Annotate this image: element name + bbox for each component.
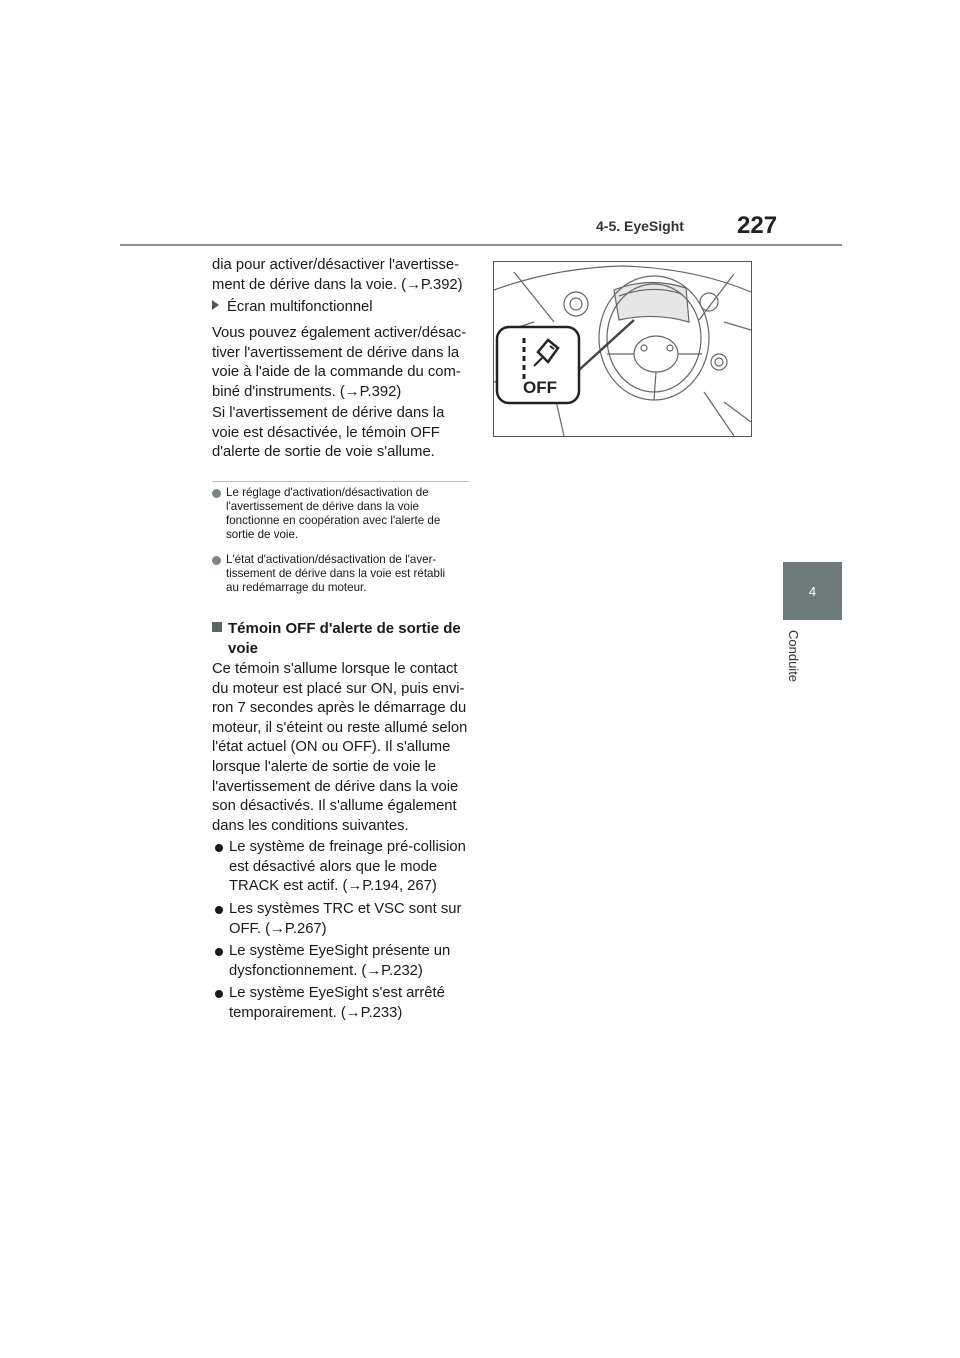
note-line: au redémarrage du moteur.: [226, 581, 367, 594]
list-item: [212, 838, 470, 897]
paragraph-line: voie est désactivée, le témoin OFF: [212, 424, 440, 441]
note-line: fonctionne en coopération avec l'alerte de: [226, 514, 441, 527]
bullet-icon: [215, 906, 223, 914]
list-item-line: Le système EyeSight présente un: [229, 943, 451, 959]
paragraph-4: [212, 660, 470, 836]
note-line: L'état d'activation/désactivation de l'aver-: [226, 553, 437, 566]
note-bullet-icon: [212, 489, 221, 498]
chapter-label: [783, 630, 807, 720]
list-item: [212, 942, 470, 981]
paragraph-line: Si l'avertissement de dérive dans la: [212, 405, 445, 421]
note-bullet-icon: [212, 556, 221, 565]
list-item: [212, 984, 470, 1023]
paragraph-line: l'état actuel (ON ou OFF). Il s'allume: [212, 739, 451, 756]
paragraph-line: lorsque l'alerte de sortie de voie le: [212, 758, 437, 775]
header-rule: [120, 244, 842, 246]
list-item-line: est désactivé alors que le mode: [229, 858, 438, 875]
paragraph-line: l'avertissement de dérive dans la voie: [212, 778, 459, 795]
off-indicator-label: OFF: [523, 378, 557, 397]
section-title-line: voie: [228, 640, 259, 657]
square-bullet-icon: [212, 622, 222, 632]
paragraph-line: moteur, il s'éteint ou reste allumé selon: [212, 719, 468, 736]
paragraph-line: ron 7 secondes après le démarrage du: [212, 700, 467, 717]
paragraph-line: voie à l'aide de la commande du com-: [212, 364, 461, 381]
paragraph-line: Ce témoin s'allume lorsque le contact: [212, 661, 458, 677]
chapter-tab: [783, 562, 842, 620]
dashboard-drawing: [494, 262, 751, 436]
paragraph-line: du moteur est placé sur ON, puis envi-: [212, 680, 465, 697]
note-item: [212, 553, 470, 595]
list-item-line: OFF. (→P.267): [229, 920, 327, 937]
running-header-section: 4-5. EyeSight: [596, 218, 684, 234]
section-title-line: Témoin OFF d'alerte de sortie de: [228, 620, 461, 637]
triangle-bullet-icon: [212, 300, 219, 310]
subheading-text: Écran multifonctionnel: [227, 299, 373, 315]
chapter-number: 4: [808, 583, 817, 599]
paragraph-3: [212, 404, 470, 463]
list-item: [212, 900, 470, 939]
list-item-line: Les systèmes TRC et VSC sont sur: [229, 901, 462, 917]
list-item-line: Le système de freinage pré-collision: [229, 839, 466, 855]
notes-divider: [212, 481, 469, 482]
chapter-label-text: Conduite: [786, 630, 801, 683]
paragraph-line: biné d'instruments. (→P.392): [212, 383, 402, 400]
paragraph-2: [212, 324, 470, 402]
intro-line-1: dia pour activer/désactiver l'avertisse-: [212, 257, 460, 273]
page-number: 227: [737, 212, 778, 239]
bullet-icon: [215, 844, 223, 852]
paragraph-line: d'alerte de sortie de voie s'allume.: [212, 444, 435, 461]
list-item-line: dysfonctionnement. (→P.232): [229, 962, 423, 979]
bullet-icon: [215, 990, 223, 998]
paragraph-line: tiver l'avertissement de dérive dans la: [212, 344, 460, 361]
note-line: tissement de dérive dans la voie est rétabli: [226, 567, 446, 580]
bullet-icon: [215, 948, 223, 956]
paragraph-line: son désactivés. Il s'allume également: [212, 798, 457, 815]
list-item-line: temporairement. (→P.233): [229, 1004, 403, 1021]
paragraph-line: Vous pouvez également activer/désac-: [212, 325, 467, 341]
note-item: [212, 486, 470, 542]
intro-line-2: ment de dérive dans la voie. (→P.392): [212, 276, 463, 293]
subheading: [212, 299, 470, 315]
note-line: l'avertissement de dérive dans la voie: [226, 500, 419, 513]
list-item-line: TRACK est actif. (→P.194, 267): [229, 878, 437, 895]
note-line: sortie de voie.: [226, 528, 299, 541]
section-title: [212, 619, 470, 659]
dashboard-illustration: [493, 261, 752, 437]
intro-paragraph: [212, 256, 470, 295]
note-line: Le réglage d'activation/désactivation de: [226, 486, 429, 499]
paragraph-line: dans les conditions suivantes.: [212, 817, 409, 834]
list-item-line: Le système EyeSight s'est arrêté: [229, 985, 445, 1001]
